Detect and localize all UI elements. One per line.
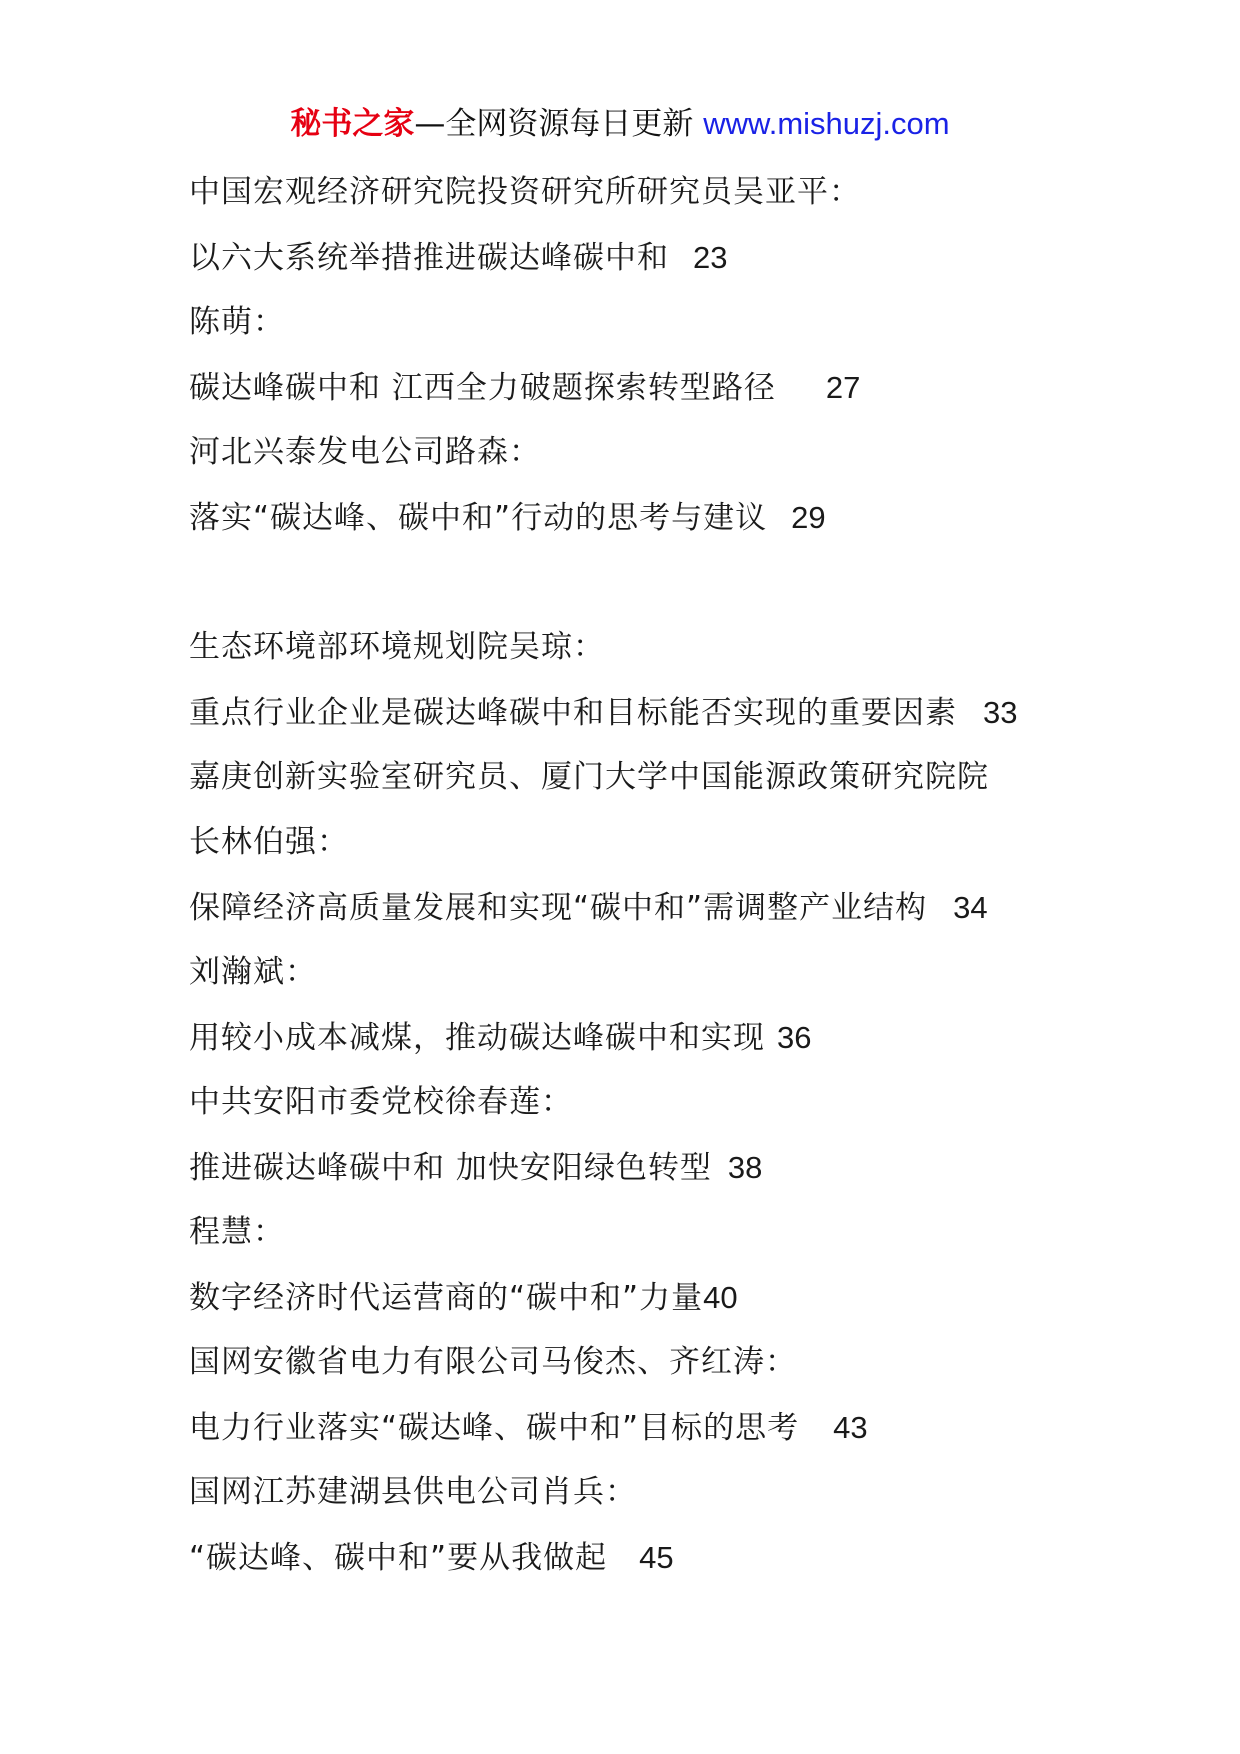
toc-author: 刘瀚斌： (189, 954, 317, 990)
site-slogan: —全网资源每日更新 (414, 106, 704, 142)
toc-entry[interactable] (189, 1135, 1069, 1200)
toc-author: 河北兴泰发电公司路森： (189, 434, 541, 470)
toc-entry-title: “碳达峰、碳中和”要从我做起 (189, 1540, 608, 1576)
toc-entry-title: 以六大系统举措推进碳达峰碳中和 (189, 240, 669, 276)
table-of-contents (189, 160, 1069, 1590)
toc-author: 国网江苏建湖县供电公司肖兵： (189, 1474, 637, 1510)
toc-author: 嘉庚创新实验室研究员、厦门大学中国能源政策研究院院 (189, 759, 989, 795)
toc-author: 中国宏观经济研究院投资研究所研究员吴亚平： (189, 174, 861, 210)
toc-author: 国网安徽省电力有限公司马俊杰、齐红涛： (189, 1344, 797, 1380)
toc-entry-title: 重点行业企业是碳达峰碳中和目标能否实现的重要因素 (189, 695, 957, 731)
site-url-link[interactable]: www.mishuzj.com (703, 106, 950, 141)
toc-entry[interactable] (189, 485, 1069, 550)
toc-entry[interactable] (189, 680, 1069, 745)
toc-entry[interactable] (189, 1265, 1069, 1330)
toc-author: 程慧： (189, 1214, 285, 1250)
toc-entry-title: 保障经济高质量发展和实现“碳中和”需调整产业结构 (189, 890, 928, 926)
toc-entry[interactable] (189, 225, 1069, 290)
toc-entry-title: 碳达峰碳中和 江西全力破题探索转型路径 (189, 370, 776, 406)
toc-page-number: 33 (983, 695, 1018, 730)
toc-page-number: 43 (833, 1410, 868, 1445)
toc-page-number: 45 (639, 1540, 674, 1575)
toc-author: 中共安阳市委党校徐春莲： (189, 1084, 573, 1120)
toc-page-number: 38 (727, 1150, 763, 1185)
toc-author: 生态环境部环境规划院吴琼： (189, 629, 605, 665)
toc-page-number: 23 (693, 240, 728, 275)
toc-entry-title: 推进碳达峰碳中和 加快安阳绿色转型 (189, 1150, 712, 1186)
toc-entry[interactable] (189, 355, 1069, 420)
toc-entry[interactable] (189, 1005, 1069, 1070)
toc-page-number: 36 (777, 1020, 812, 1055)
site-header (0, 100, 1240, 148)
toc-page-number: 40 (703, 1280, 738, 1315)
toc-page-number: 29 (791, 500, 826, 535)
toc-page-number: 27 (825, 370, 861, 405)
toc-author: 陈萌： (189, 304, 285, 340)
toc-entry[interactable] (189, 875, 1069, 940)
toc-entry[interactable] (189, 1395, 1069, 1460)
blank-line (189, 550, 1069, 615)
toc-page-number: 34 (953, 890, 988, 925)
toc-entry-title: 电力行业落实“碳达峰、碳中和”目标的思考 (189, 1410, 800, 1446)
toc-author: 长林伯强： (189, 824, 349, 860)
site-brand: 秘书之家 (290, 106, 415, 142)
toc-entry-title: 用较小成本减煤，推动碳达峰碳中和实现 (189, 1020, 765, 1056)
toc-entry[interactable] (189, 1525, 1069, 1590)
toc-entry-title: 数字经济时代运营商的“碳中和”力量 (189, 1280, 704, 1316)
toc-entry-title: 落实“碳达峰、碳中和”行动的思考与建议 (189, 500, 768, 536)
